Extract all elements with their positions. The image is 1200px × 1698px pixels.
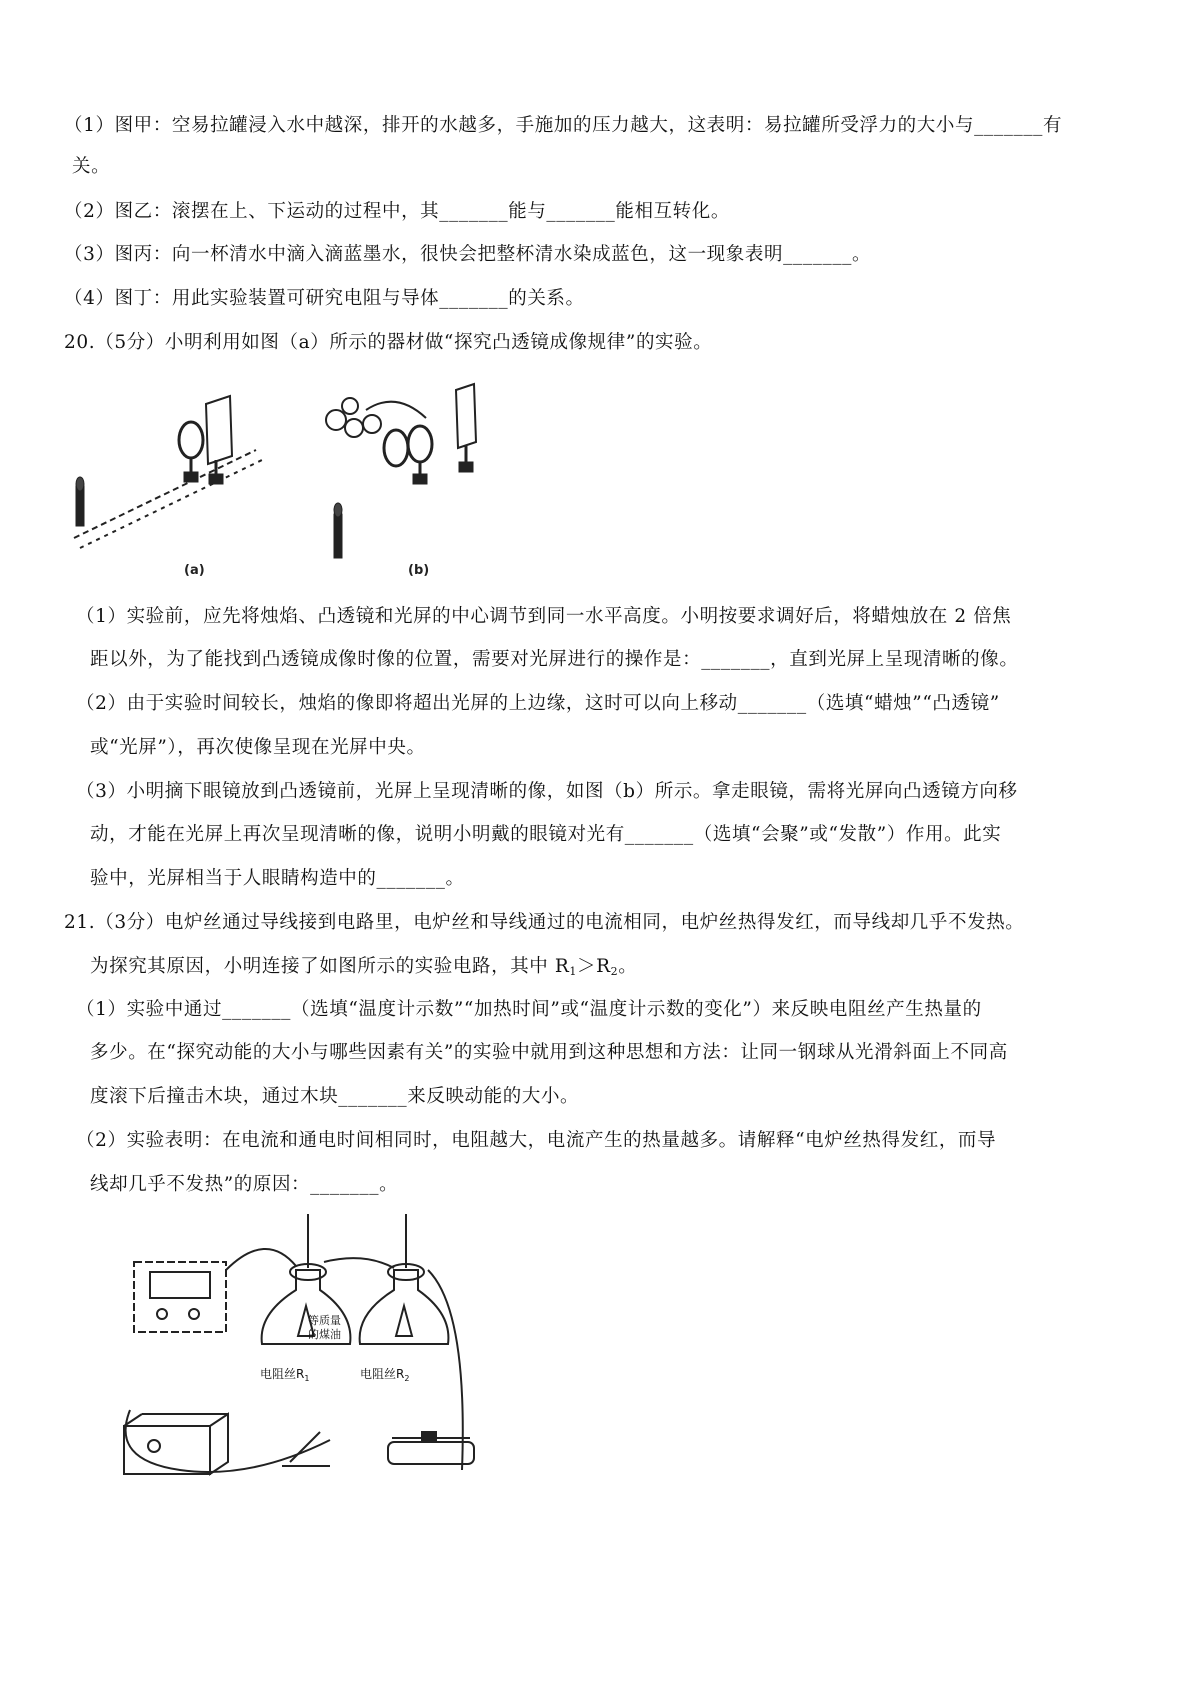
lens-experiment-figure (66, 368, 506, 582)
q20-part1-line1: （1）实验前，应先将烛焰、凸透镜和光屏的中心调节到同一水平高度。小明按要求调好后，将蜡烛放在 2 倍焦 (76, 606, 1012, 627)
resistor-r2-label (360, 1366, 409, 1383)
q21-subscript-1: 1 (569, 965, 578, 978)
q21-stem-line2 (90, 955, 637, 984)
resistor-r2-subscript: 2 (404, 1374, 410, 1383)
q19-part1-line2: 关。 (72, 156, 111, 177)
q20-part1-line2: 距以外，为了能找到凸透镜成像时像的位置，需要对光屏进行的操作是：_______，直到光屏上呈现清晰的像。 (90, 649, 1019, 670)
heating-circuit-figure (110, 1210, 500, 1490)
kerosene-label-line2: 的煤油 (308, 1328, 341, 1341)
heating-circuit-drawing (110, 1210, 500, 1490)
figure-a-apparatus (74, 396, 262, 548)
q21-subscript-2: 2 (610, 965, 619, 978)
q21-stem-text-b: ＞R (577, 956, 611, 977)
resistor-r1-subscript: 1 (304, 1374, 310, 1383)
circuit-apparatus (124, 1214, 474, 1474)
figure-b-apparatus (326, 384, 476, 558)
q21-part2-line1: （2）实验表明：在电流和通电时间相同时，电阻越大，电流产生的热量越多。请解释“电炉丝热得发红，而导 (76, 1130, 997, 1151)
lens-experiment-drawing (66, 368, 506, 582)
q19-part2: （2）图乙：滚摆在上、下运动的过程中，其_______能与_______能相互转化。 (64, 201, 730, 222)
q20-stem: 20.（5分）小明利用如图（a）所示的器材做“探究凸透镜成像规律”的实验。 (64, 332, 713, 353)
resistor-r1-text: 电阻丝R (260, 1367, 305, 1381)
q19-part3: （3）图丙：向一杯清水中滴入滴蓝墨水，很快会把整杯清水染成蓝色，这一现象表明_______。 (64, 244, 872, 265)
q20-part3-line2: 动，才能在光屏上再次呈现清晰的像，说明小明戴的眼镜对光有_______（选填“会聚”或“发散”）作用。此实 (90, 824, 1002, 845)
q21-part1-line2: 多少。在“探究动能的大小与哪些因素有关”的实验中就用到这种思想和方法：让同一钢球从光滑斜面上不同高 (90, 1042, 1008, 1063)
figure-a-label: (a) (184, 563, 205, 578)
q19-part1-line1: （1）图甲：空易拉罐浸入水中越深，排开的水越多，手施加的压力越大，这表明：易拉罐所受浮力的大小与_______有 (64, 115, 1063, 136)
kerosene-label-line1: 等质量 (308, 1314, 341, 1327)
q21-stem-line1: 21.（3分）电炉丝通过导线接到电路里，电炉丝和导线通过的电流相同，电炉丝热得发红，而导线却几乎不发热。 (64, 912, 1025, 933)
resistor-r1-label (260, 1366, 309, 1383)
q20-part3-line3: 验中，光屏相当于人眼睛构造中的_______。 (90, 868, 465, 889)
q20-part2-line1: （2）由于实验时间较长，烛焰的像即将超出光屏的上边缘，这时可以向上移动_______（选填“蜡烛”“凸透镜” (76, 693, 1000, 714)
q21-stem-text-a: 为探究其原因，小明连接了如图所示的实验电路，其中 R (90, 956, 570, 977)
q19-part4: （4）图丁：用此实验装置可研究电阻与导体_______的关系。 (64, 288, 585, 309)
q21-part2-line2: 线却几乎不发热”的原因：_______。 (90, 1174, 399, 1195)
q20-part2-line2: 或“光屏”），再次使像呈现在光屏中央。 (90, 737, 426, 758)
q21-part1-line1: （1）实验中通过_______（选填“温度计示数”“加热时间”或“温度计示数的变化”）来反映电阻丝产生热量的 (76, 999, 982, 1020)
q20-part3-line1: （3）小明摘下眼镜放到凸透镜前，光屏上呈现清晰的像，如图（b）所示。拿走眼镜，需将光屏向凸透镜方向移 (76, 781, 1018, 802)
figure-b-label: (b) (408, 563, 430, 578)
q21-stem-text-c: 。 (618, 956, 638, 977)
resistor-r2-text: 电阻丝R (360, 1367, 405, 1381)
q21-part1-line3: 度滚下后撞击木块，通过木块_______来反映动能的大小。 (90, 1086, 580, 1107)
